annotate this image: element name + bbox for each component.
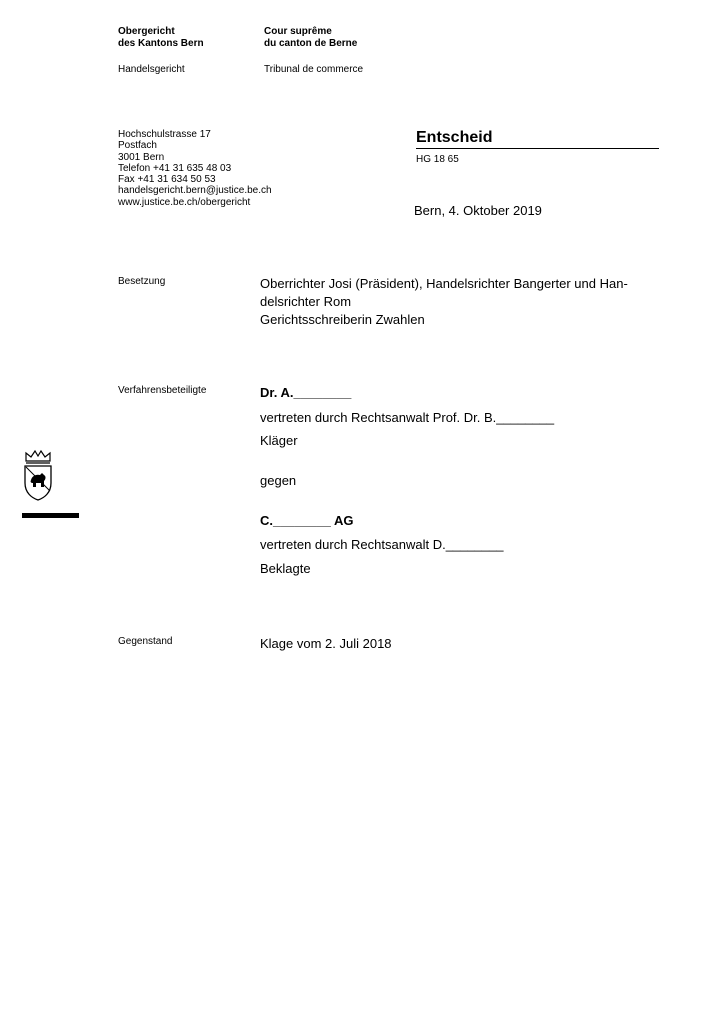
case-number: HG 18 65 <box>416 154 459 165</box>
defendant-name: C.________ AG <box>260 513 354 528</box>
address-pobox: Postfach <box>118 140 157 152</box>
subject-text: Klage vom 2. Juli 2018 <box>260 636 392 651</box>
place-date: Bern, 4. Oktober 2019 <box>414 203 542 218</box>
emblem-bar <box>22 513 79 518</box>
bern-coat-of-arms-icon <box>22 449 54 506</box>
address-city: 3001 Bern <box>118 151 165 163</box>
header-fr-line1: Cour suprême <box>264 26 332 37</box>
header-de-line1: Obergericht <box>118 26 175 37</box>
address-fax: Fax +41 31 634 50 53 <box>118 174 216 186</box>
address-phone: Telefon +41 31 635 48 03 <box>118 162 232 174</box>
header-fr-line2: du canton de Berne <box>264 38 358 49</box>
besetzung-line3: Gerichtsschreiberin Zwahlen <box>260 312 425 327</box>
plaintiff-name: Dr. A.________ <box>260 385 352 400</box>
plaintiff-role: Kläger <box>260 433 298 448</box>
header-de-line2: des Kantons Bern <box>118 38 204 49</box>
address-street: Hochschulstrasse 17 <box>118 129 211 140</box>
subject-label: Gegenstand <box>118 636 173 647</box>
defendant-role: Beklagte <box>260 561 311 576</box>
header-de-court: Handelsgericht <box>118 64 185 75</box>
parties-label: Verfahrensbeteiligte <box>118 385 207 396</box>
title-underline <box>416 148 659 149</box>
address-block <box>118 129 272 208</box>
versus-text: gegen <box>260 473 297 488</box>
plaintiff-representative: vertreten durch Rechtsanwalt Prof. Dr. B.________ <box>260 410 555 425</box>
decision-title: Entscheid <box>416 129 493 146</box>
defendant-representative: vertreten durch Rechtsanwalt D.________ <box>260 537 504 552</box>
besetzung-line1: Oberrichter Josi (Präsident), Handelsrichter Bangerter und Han- <box>260 276 628 291</box>
header-fr-court: Tribunal de commerce <box>264 64 364 75</box>
besetzung-label: Besetzung <box>118 276 166 287</box>
address-email: handelsgericht.bern@justice.be.ch <box>118 185 272 197</box>
address-website: www.justice.be.ch/obergericht <box>118 196 251 208</box>
besetzung-line2: delsrichter Rom <box>260 294 352 309</box>
